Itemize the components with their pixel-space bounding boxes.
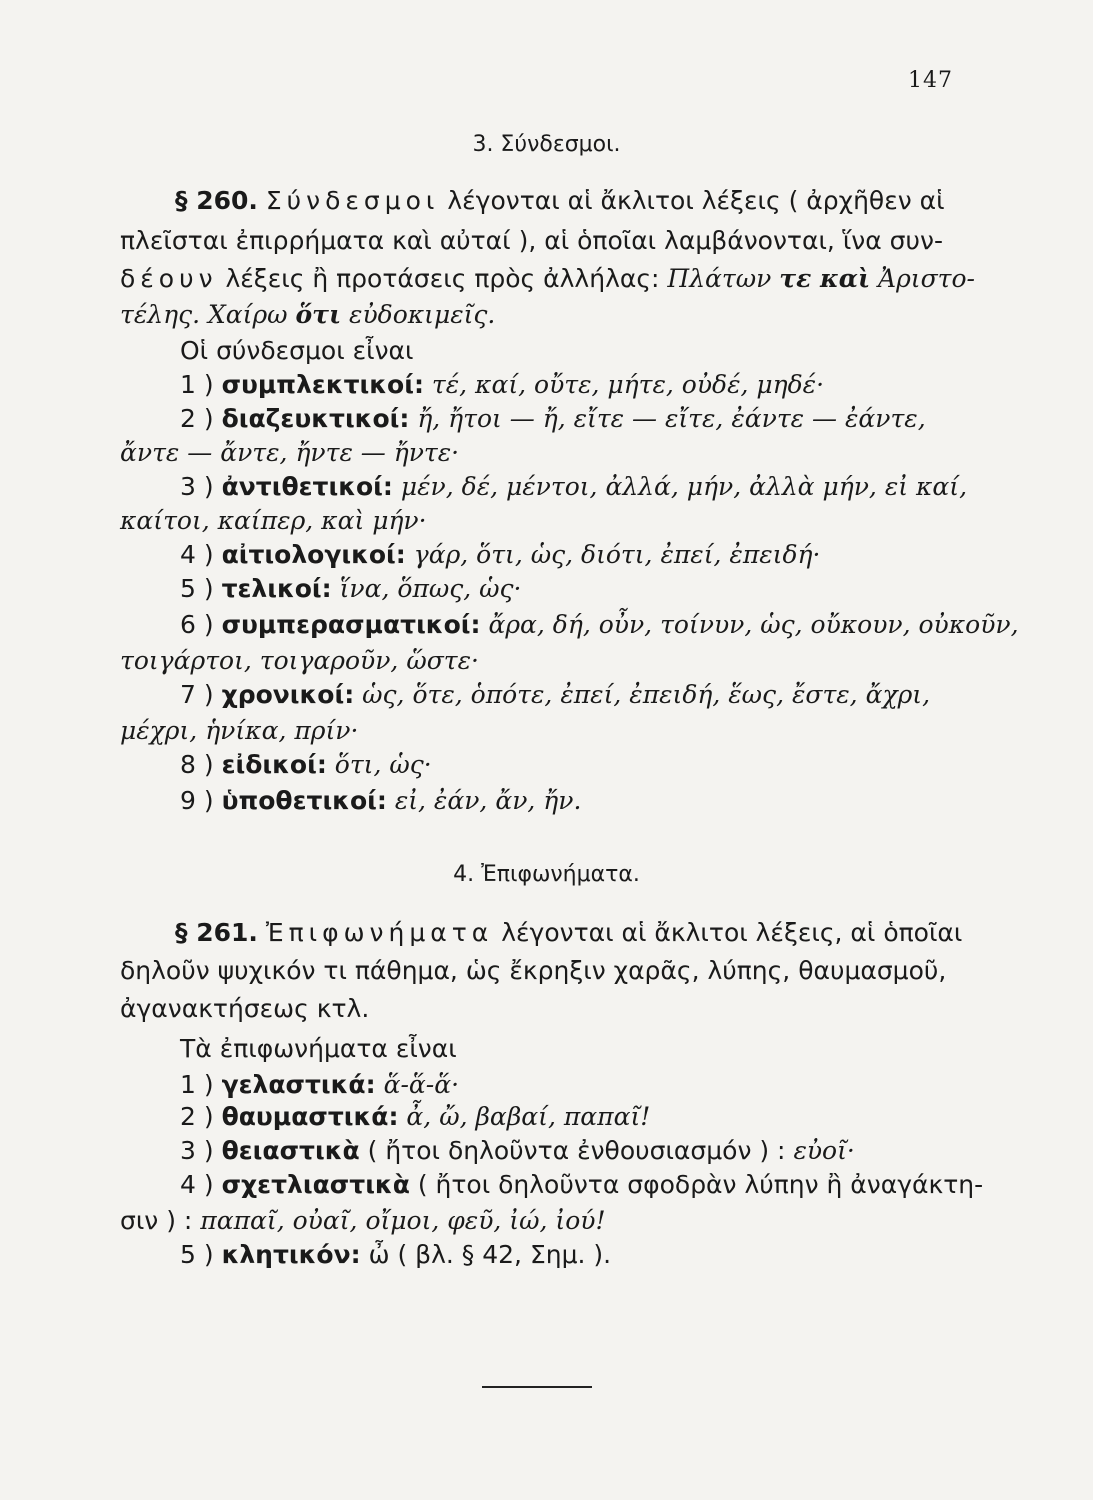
text-segment: ( ἤτοι δηλοῦντα ἐνθουσιασμόν ) : bbox=[367, 1136, 786, 1165]
conj-item-2-cont: ἄντε — ἄντε, ἤντε — ἤντε· bbox=[120, 438, 460, 467]
conj-item-3 bbox=[180, 474, 967, 499]
text-segment: 9 ) bbox=[180, 786, 214, 815]
text-segment: δέουν bbox=[120, 264, 218, 293]
text-segment: εἰδικοί: bbox=[221, 750, 327, 779]
text-segment: κλητικόν: bbox=[221, 1240, 361, 1269]
text-segment: λέγονται αἱ ἄκλιτοι λέξεις ( ἀρχῆθεν αἱ bbox=[447, 186, 945, 215]
s260-line-3 bbox=[120, 266, 975, 291]
text-segment: 1 ) bbox=[180, 370, 214, 399]
text-segment: 5 ) bbox=[180, 574, 214, 603]
text-segment: σχετλιαστικὰ bbox=[221, 1170, 410, 1199]
text-segment: ὅτι bbox=[295, 300, 342, 329]
text-segment: ἆ, ὤ, βαβαί, παπαῖ! bbox=[406, 1102, 651, 1131]
text-segment: τέλης. Χαίρω bbox=[120, 300, 288, 329]
text-segment: συμπλεκτικοί: bbox=[221, 370, 424, 399]
text-segment: γάρ, ὅτι, ὡς, διότι, ἐπεί, ἐπειδή· bbox=[413, 540, 821, 569]
text-segment: ἅ-ἅ-ἅ· bbox=[383, 1070, 460, 1099]
page-number: 147 bbox=[908, 68, 953, 93]
s260-line-1 bbox=[175, 188, 945, 213]
term-syndesmoi: Σύνδεσμοι bbox=[265, 186, 440, 215]
section-4-heading: 4. Ἐπιφωνήματα. bbox=[453, 862, 640, 887]
conj-item-5 bbox=[180, 576, 522, 601]
conj-item-8 bbox=[180, 752, 432, 777]
conj-item-7-cont: μέχρι, ἡνίκα, πρίν· bbox=[120, 716, 359, 745]
text-segment: 2 ) bbox=[180, 404, 214, 433]
s261-line-2: δηλοῦν ψυχικόν τι πάθημα, ὡς ἔκρηξιν χαρᾶς, λύπης, θαυμασμοῦ, bbox=[120, 956, 947, 985]
text-segment: λέγονται αἱ ἄκλιτοι λέξεις, αἱ ὁποῖαι bbox=[501, 918, 963, 947]
text-segment: 7 ) bbox=[180, 680, 214, 709]
text-segment: θειαστικὰ bbox=[221, 1136, 360, 1165]
text-segment: 4 ) bbox=[180, 1170, 214, 1199]
text-segment: ἀντιθετικοί: bbox=[221, 472, 393, 501]
conj-item-6-cont: τοιγάρτοι, τοιγαροῦν, ὥστε· bbox=[120, 646, 479, 675]
section-3-heading: 3. Σύνδεσμοι. bbox=[472, 132, 621, 157]
s261-line-3: ἀγανακτήσεως κτλ. bbox=[120, 994, 370, 1023]
text-segment: ὑποθετικοί: bbox=[221, 786, 387, 815]
term-epiphonimata: Ἐπιφωνήματα bbox=[265, 918, 494, 947]
interj-item-4 bbox=[180, 1172, 983, 1197]
text-segment: 3 ) bbox=[180, 1136, 214, 1165]
text-segment: ἵνα, ὅπως, ὡς· bbox=[339, 574, 522, 603]
text-segment: σιν ) : bbox=[120, 1206, 193, 1235]
interj-item-3 bbox=[180, 1138, 855, 1163]
text-segment: συμπερασματικοί: bbox=[221, 610, 481, 639]
text-segment: αἰτιολογικοί: bbox=[221, 540, 406, 569]
text-segment: ἤ, ἤτοι — ἤ, εἴτε — εἴτε, ἐάντε — ἐάντε, bbox=[417, 404, 926, 433]
s260-line-2: πλεῖσται ἐπιρρήματα καὶ αὐταί ), αἱ ὁποῖαι λαμβάνονται, ἵνα συν- bbox=[120, 226, 943, 255]
text-segment: 5 ) bbox=[180, 1240, 214, 1269]
paragraph-mark-260: § 260. bbox=[175, 186, 258, 215]
text-segment: 2 ) bbox=[180, 1102, 214, 1131]
s261-intro: Τὰ ἐπιφωνήματα εἶναι bbox=[180, 1034, 457, 1063]
text-segment: ὅτι, ὡς· bbox=[334, 750, 432, 779]
text-segment: εἰ, ἐάν, ἄν, ἤν. bbox=[394, 786, 582, 815]
text-segment: τε καὶ bbox=[779, 264, 871, 293]
text-segment: εὐοῖ· bbox=[793, 1136, 855, 1165]
text-segment: χρονικοί: bbox=[221, 680, 355, 709]
conj-item-4 bbox=[180, 542, 820, 567]
s260-line-4 bbox=[120, 302, 495, 327]
conj-item-6 bbox=[180, 612, 1019, 637]
conj-item-1 bbox=[180, 372, 824, 397]
text-segment: ὦ ( βλ. § 42, Σημ. ). bbox=[368, 1240, 612, 1269]
text-segment: γελαστικά: bbox=[221, 1070, 376, 1099]
text-segment: λέξεις ἢ προτάσεις πρὸς ἀλλήλας: bbox=[225, 264, 660, 293]
s260-intro: Οἱ σύνδεσμοι εἶναι bbox=[180, 336, 414, 365]
interj-item-4-cont bbox=[120, 1208, 606, 1233]
text-segment: ( ἤτοι δηλοῦντα σφοδρὰν λύπην ἢ ἀναγάκτη- bbox=[417, 1170, 984, 1199]
text-segment: τελικοί: bbox=[221, 574, 332, 603]
s261-line-1 bbox=[175, 920, 962, 945]
text-segment: τέ, καί, οὔτε, μήτε, οὐδέ, μηδέ· bbox=[431, 370, 825, 399]
text-segment: 4 ) bbox=[180, 540, 214, 569]
interj-item-5 bbox=[180, 1242, 611, 1267]
conj-item-3-cont: καίτοι, καίπερ, καὶ μήν· bbox=[120, 506, 427, 535]
interj-item-2 bbox=[180, 1104, 650, 1129]
text-segment: Πλάτων bbox=[667, 264, 772, 293]
text-segment: διαζευκτικοί: bbox=[221, 404, 410, 433]
text-segment: Ἀριστο- bbox=[878, 264, 975, 293]
conj-item-2 bbox=[180, 406, 926, 431]
paragraph-mark-261: § 261. bbox=[175, 918, 258, 947]
text-segment: ὡς, ὅτε, ὁπότε, ἐπεί, ἐπειδή, ἕως, ἔστε, ἄχρι, bbox=[362, 680, 931, 709]
text-segment: 6 ) bbox=[180, 610, 214, 639]
text-segment: παπαῖ, οὐαῖ, οἴμοι, φεῦ, ἰώ, ἰού! bbox=[200, 1206, 606, 1235]
conj-item-7 bbox=[180, 682, 930, 707]
text-segment: θαυμαστικά: bbox=[221, 1102, 399, 1131]
conj-item-9 bbox=[180, 788, 581, 813]
closing-rule bbox=[482, 1386, 592, 1388]
text-segment: μέν, δέ, μέντοι, ἀλλά, μήν, ἀλλὰ μήν, εἰ καί, bbox=[400, 472, 968, 501]
text-segment: 1 ) bbox=[180, 1070, 214, 1099]
text-segment: ἄρα, δή, οὖν, τοίνυν, ὡς, οὔκουν, οὐκοῦν, bbox=[488, 610, 1019, 639]
text-segment: 8 ) bbox=[180, 750, 214, 779]
interj-item-1 bbox=[180, 1072, 459, 1097]
text-segment: 3 ) bbox=[180, 472, 214, 501]
text-segment: εὐδοκιμεῖς. bbox=[349, 300, 496, 329]
